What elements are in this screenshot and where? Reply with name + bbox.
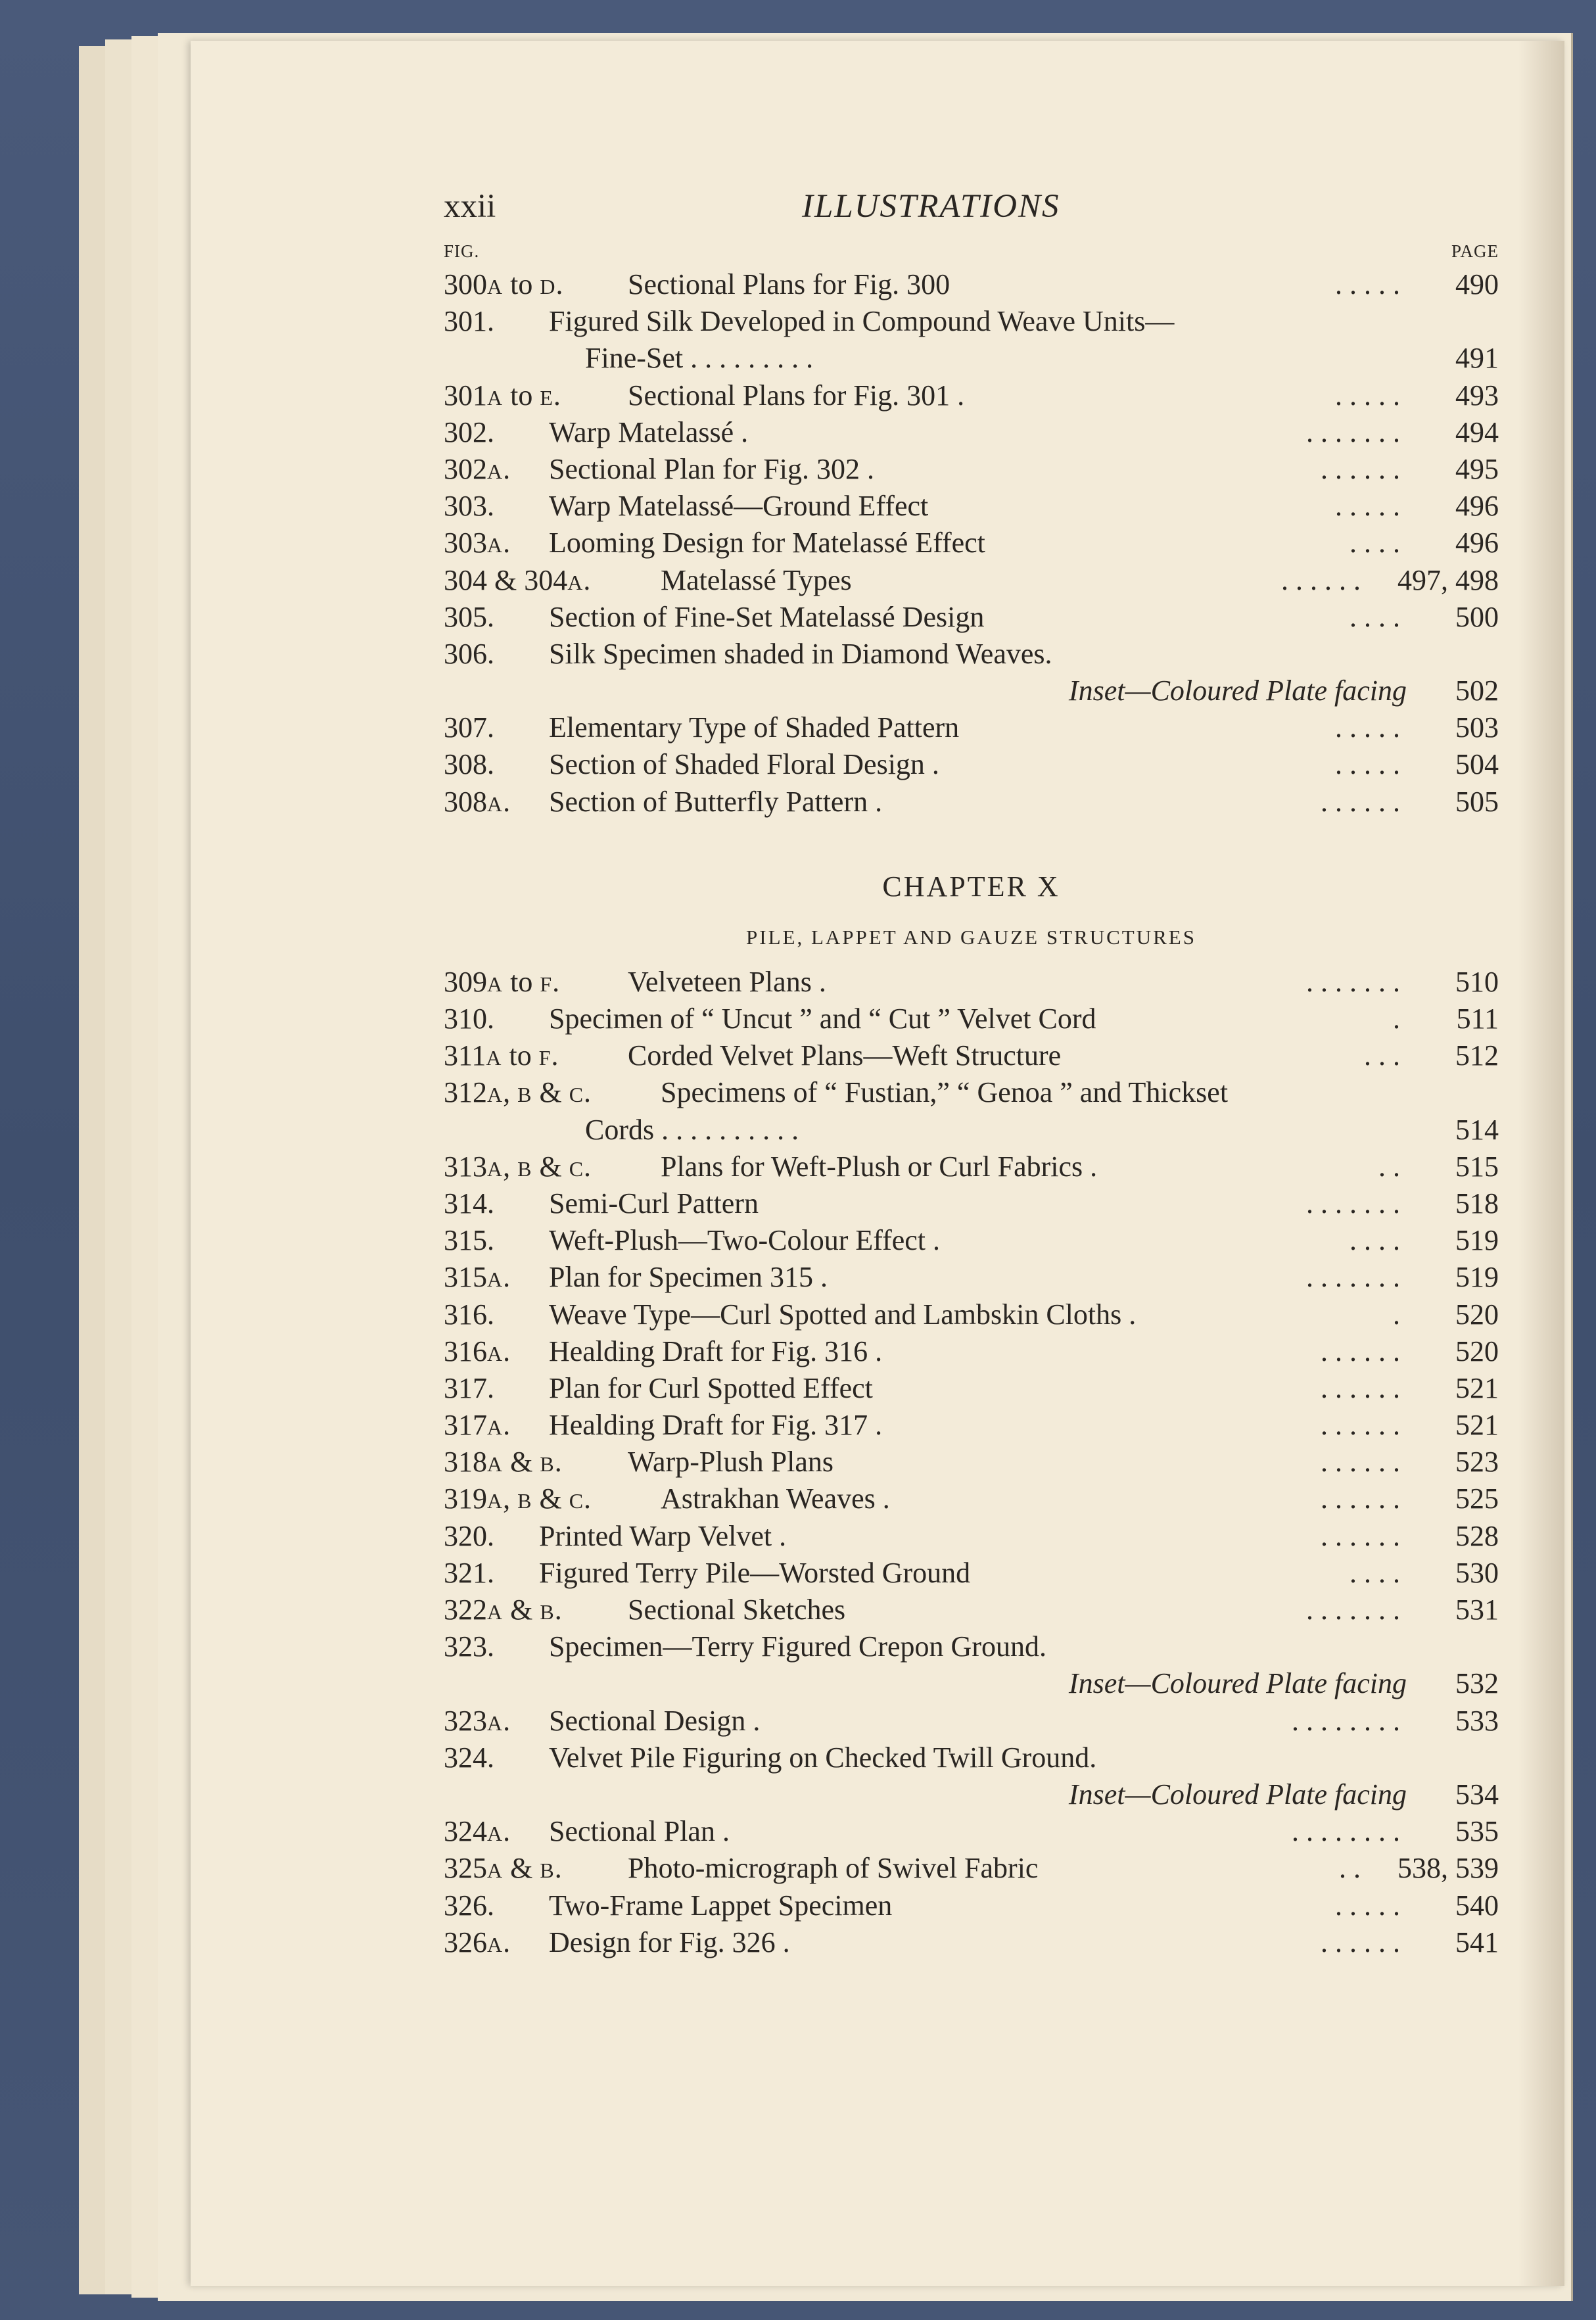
fig-title: Corded Velvet Plans—Weft Structure [628, 1039, 1062, 1072]
fig-title: Sectional Design . [549, 1704, 761, 1737]
fig-title: Velvet Pile Figuring on Checked Twill Ground. [549, 1741, 1097, 1774]
fig-number: 301. [444, 305, 494, 338]
fig-number: 307. [444, 711, 494, 744]
fig-title: Inset—Coloured Plate facing [1068, 1778, 1407, 1811]
dot-leaders: . . [1339, 1852, 1361, 1885]
fig-number: 305. [444, 600, 494, 633]
fig-number: 315. [444, 1224, 494, 1257]
fig-number: 312A, B & C. [444, 1076, 592, 1109]
fig-title: Warp Matelassé . [549, 415, 749, 448]
fig-title: Plans for Weft-Plush or Curl Fabrics . [661, 1150, 1098, 1183]
dot-leaders: . . . . [1350, 527, 1400, 559]
illustration-entry [444, 1407, 1499, 1444]
illustration-entry [444, 1924, 1499, 1961]
dot-leaders: . . . . . . [1321, 1371, 1400, 1404]
fig-number: 300A to D. [444, 268, 563, 300]
chapter-subtitle: PILE, LAPPET AND GAUZE STRUCTURES [746, 925, 1196, 949]
illustration-entry [444, 1037, 1499, 1074]
dot-leaders: . . . . . . [1321, 1482, 1400, 1515]
illustration-entry [444, 340, 1499, 377]
illustration-entry [444, 784, 1499, 820]
page-ref: 510 [1455, 965, 1499, 998]
illustration-entry [444, 1112, 1499, 1148]
page-ref: 505 [1455, 785, 1499, 818]
fig-title: Silk Specimen shaded in Diamond Weaves. [549, 637, 1052, 670]
list-of-illustrations [444, 181, 1499, 1961]
page-ref: 525 [1455, 1482, 1499, 1515]
illustration-entry [444, 1185, 1499, 1222]
fig-number: 311A to F. [444, 1039, 559, 1072]
fig-title: Healding Draft for Fig. 317 . [549, 1409, 883, 1442]
fig-title: Photo-micrograph of Swivel Fabric [628, 1852, 1039, 1885]
fig-number: 306. [444, 637, 494, 670]
illustration-entry [444, 414, 1499, 451]
fig-title: Astrakhan Weaves . [661, 1482, 890, 1515]
page-ref: 496 [1455, 490, 1499, 523]
dot-leaders: . . . . . [1335, 711, 1400, 744]
page-ref: 503 [1455, 711, 1499, 744]
fig-number: 304 & 304A. [444, 563, 591, 596]
fig-number: 316. [444, 1298, 494, 1331]
illustration-entry [444, 1001, 1499, 1037]
illustration-entry [444, 1333, 1499, 1370]
illustration-entry [444, 599, 1499, 636]
page-ref: 515 [1455, 1150, 1499, 1183]
fig-title: Velveteen Plans . [628, 965, 826, 998]
illustration-entry [444, 746, 1499, 783]
fig-title: Design for Fig. 326 . [549, 1926, 790, 1958]
page-ref: 496 [1455, 527, 1499, 559]
illustration-entry [444, 488, 1499, 525]
fig-number: 326. [444, 1889, 494, 1922]
page-ref: 490 [1455, 268, 1499, 300]
fig-title: Specimen of “ Uncut ” and “ Cut ” Velvet Cord [549, 1003, 1096, 1035]
page-ref: 520 [1455, 1298, 1499, 1331]
fig-number: 323A. [444, 1704, 511, 1737]
page-ref: 541 [1455, 1926, 1499, 1958]
page-ref: 495 [1455, 452, 1499, 485]
illustration-entry [444, 1074, 1499, 1111]
dot-leaders: . . . . . . . . [1292, 1704, 1400, 1737]
fig-title: Plan for Curl Spotted Effect [549, 1371, 873, 1404]
fig-number: 326A. [444, 1926, 511, 1958]
fig-title: Warp-Plush Plans [628, 1446, 834, 1479]
illustration-entry [444, 1887, 1499, 1924]
page-ref: 523 [1455, 1446, 1499, 1479]
entries-after-chapter [444, 964, 1499, 1961]
page-ref: 520 [1455, 1335, 1499, 1367]
dot-leaders: . . . . . [1335, 268, 1400, 300]
page-ref: 533 [1455, 1704, 1499, 1737]
illustration-entry [444, 1850, 1499, 1887]
page-gutter-shadow [1518, 41, 1564, 2286]
fig-title: Cords . . . . . . . . . . [585, 1113, 799, 1146]
fig-title: Matelassé Types [661, 563, 852, 596]
page-ref: 532 [1455, 1667, 1499, 1700]
dot-leaders: . . . . . [1335, 1889, 1400, 1922]
dot-leaders: . . . [1364, 1039, 1400, 1072]
illustration-entry [444, 451, 1499, 488]
fig-number: 315A. [444, 1261, 511, 1294]
fig-number: 301A to E. [444, 379, 561, 412]
illustration-entry [444, 1370, 1499, 1407]
chapter-heading [444, 820, 1499, 952]
page-ref: 540 [1455, 1889, 1499, 1922]
page-ref: 511 [1456, 1003, 1499, 1035]
page-ref: 491 [1455, 342, 1499, 375]
illustration-entry [444, 1480, 1499, 1517]
illustration-entry [444, 303, 1499, 340]
fig-title: Fine-Set . . . . . . . . . [585, 342, 814, 375]
fig-title: Figured Silk Developed in Compound Weave Units— [549, 305, 1175, 338]
fig-number: 325A & B. [444, 1852, 562, 1885]
dot-leaders: . . . . . . . [1306, 965, 1400, 998]
illustration-entry [444, 1259, 1499, 1296]
illustration-entry [444, 266, 1499, 303]
fig-title: Plan for Specimen 315 . [549, 1261, 828, 1294]
illustration-entry [444, 1518, 1499, 1555]
dot-leaders: . . . . . . [1321, 452, 1400, 485]
dot-leaders: . . . . . . [1281, 563, 1361, 596]
dot-leaders: . . . . . . [1321, 1926, 1400, 1958]
page-ref: 521 [1455, 1409, 1499, 1442]
dot-leaders: . . . . . . [1321, 1335, 1400, 1367]
page-ref: 528 [1455, 1519, 1499, 1552]
fig-title: Inset—Coloured Plate facing [1068, 675, 1407, 707]
page-ref: 512 [1455, 1039, 1499, 1072]
fig-number: 309A to F. [444, 965, 560, 998]
entries-before-chapter [444, 266, 1499, 820]
dot-leaders: . . . . . [1335, 490, 1400, 523]
illustration-entry [444, 1703, 1499, 1740]
dot-leaders: . . . . . . [1321, 785, 1400, 818]
fig-title: Sectional Plan . [549, 1815, 730, 1848]
fig-number: 302A. [444, 452, 511, 485]
fig-number: 313A, B & C. [444, 1150, 592, 1183]
illustration-entry [444, 562, 1499, 599]
fig-title: Healding Draft for Fig. 316 . [549, 1335, 883, 1367]
fig-title: Looming Design for Matelassé Effect [549, 527, 985, 559]
fig-title: Figured Terry Pile—Worsted Ground [539, 1556, 971, 1589]
dot-leaders: . . . . . . . [1306, 1187, 1400, 1219]
page-ref: 530 [1455, 1556, 1499, 1589]
dot-leaders: . . . . [1350, 600, 1400, 633]
page-ref: 502 [1455, 675, 1499, 707]
dot-leaders: . . . . . . . . [1292, 1815, 1400, 1848]
page-header [444, 181, 1499, 240]
dot-leaders: . . . . . . [1321, 1519, 1400, 1552]
dot-leaders: . . . . . . . [1306, 415, 1400, 448]
illustration-entry [444, 1628, 1499, 1665]
page-column-head: PAGE [1451, 241, 1499, 261]
fig-title: Elementary Type of Shaded Pattern [549, 711, 960, 744]
illustration-entry [444, 1444, 1499, 1480]
page-ref: 538, 539 [1397, 1852, 1499, 1885]
illustration-entry [444, 1555, 1499, 1592]
fig-number: 319A, B & C. [444, 1482, 592, 1515]
fig-title: Printed Warp Velvet . [539, 1519, 787, 1552]
illustration-entry [444, 1148, 1499, 1185]
fig-number: 324. [444, 1741, 494, 1774]
illustration-entry [444, 673, 1499, 709]
dot-leaders: . [1393, 1003, 1400, 1035]
page-ref: 518 [1455, 1187, 1499, 1219]
fig-title: Weft-Plush—Two-Colour Effect . [549, 1224, 941, 1257]
page-ref: 534 [1455, 1778, 1499, 1811]
fig-title: Weave Type—Curl Spotted and Lambskin Cloths . [549, 1298, 1137, 1331]
dot-leaders: . . . . [1350, 1556, 1400, 1589]
fig-number: 303A. [444, 527, 511, 559]
chapter-title: CHAPTER X [882, 870, 1060, 903]
fig-number: 322A & B. [444, 1594, 562, 1626]
illustration-entry [444, 964, 1499, 1001]
dot-leaders: . . . . . [1335, 748, 1400, 781]
page-ref: 493 [1455, 379, 1499, 412]
fig-title: Section of Shaded Floral Design . [549, 748, 939, 781]
running-title: ILLUSTRATIONS [802, 188, 1060, 225]
dot-leaders: . . . . . [1335, 379, 1400, 412]
page-ref: 531 [1455, 1594, 1499, 1626]
page-number: xxii [444, 188, 496, 225]
illustration-entry [444, 1592, 1499, 1628]
dot-leaders: . . . . . . [1321, 1446, 1400, 1479]
dot-leaders: . . . . . . [1321, 1409, 1400, 1442]
page-ref: 535 [1455, 1815, 1499, 1848]
fig-title: Two-Frame Lappet Specimen [549, 1889, 893, 1922]
dot-leaders: . [1393, 1298, 1400, 1331]
fig-title: Warp Matelassé—Ground Effect [549, 490, 929, 523]
fig-number: 316A. [444, 1335, 511, 1367]
fig-title: Section of Fine-Set Matelassé Design [549, 600, 985, 633]
dot-leaders: . . . . . . . [1306, 1594, 1400, 1626]
dot-leaders: . . . . . . . [1306, 1261, 1400, 1294]
illustration-entry [444, 1776, 1499, 1813]
illustration-entry [444, 709, 1499, 746]
illustration-entry [444, 1740, 1499, 1776]
fig-number: 320. [444, 1519, 494, 1552]
illustration-entry [444, 1222, 1499, 1259]
fig-title: Specimens of “ Fustian,” “ Genoa ” and Thickset [661, 1076, 1229, 1109]
fig-number: 324A. [444, 1815, 511, 1848]
fig-number: 317A. [444, 1409, 511, 1442]
illustration-entry [444, 1665, 1499, 1702]
illustration-entry [444, 1296, 1499, 1333]
fig-title: Sectional Sketches [628, 1594, 846, 1626]
page-ref: 504 [1455, 748, 1499, 781]
fig-title: Sectional Plans for Fig. 300 [628, 268, 951, 300]
fig-number: 302. [444, 415, 494, 448]
page-ref: 497, 498 [1397, 563, 1499, 596]
page-ref: 521 [1455, 1371, 1499, 1404]
page-ref: 519 [1455, 1261, 1499, 1294]
illustration-entry [444, 636, 1499, 673]
page-ref: 514 [1455, 1113, 1499, 1146]
fig-title: Section of Butterfly Pattern . [549, 785, 883, 818]
fig-number: 317. [444, 1371, 494, 1404]
fig-column-head: FIG. [444, 241, 480, 261]
fig-number: 308. [444, 748, 494, 781]
fig-title: Semi-Curl Pattern [549, 1187, 759, 1219]
fig-number: 323. [444, 1630, 494, 1663]
fig-number: 321. [444, 1556, 494, 1589]
column-heads [444, 240, 1499, 266]
fig-number: 308A. [444, 785, 511, 818]
fig-title: Specimen—Terry Figured Crepon Ground. [549, 1630, 1046, 1663]
fig-number: 318A & B. [444, 1446, 562, 1479]
fig-title: Sectional Plan for Fig. 302 . [549, 452, 874, 485]
fig-title: Inset—Coloured Plate facing [1068, 1667, 1407, 1700]
dot-leaders: . . [1378, 1150, 1400, 1183]
illustration-entry [444, 1813, 1499, 1850]
fig-number: 314. [444, 1187, 494, 1219]
fig-number: 303. [444, 490, 494, 523]
fig-number: 310. [444, 1003, 494, 1035]
page-ref: 494 [1455, 415, 1499, 448]
illustration-entry [444, 525, 1499, 561]
page-ref: 519 [1455, 1224, 1499, 1257]
dot-leaders: . . . . [1350, 1224, 1400, 1257]
illustration-entry [444, 377, 1499, 414]
fig-title: Sectional Plans for Fig. 301 . [628, 379, 965, 412]
page-ref: 500 [1455, 600, 1499, 633]
